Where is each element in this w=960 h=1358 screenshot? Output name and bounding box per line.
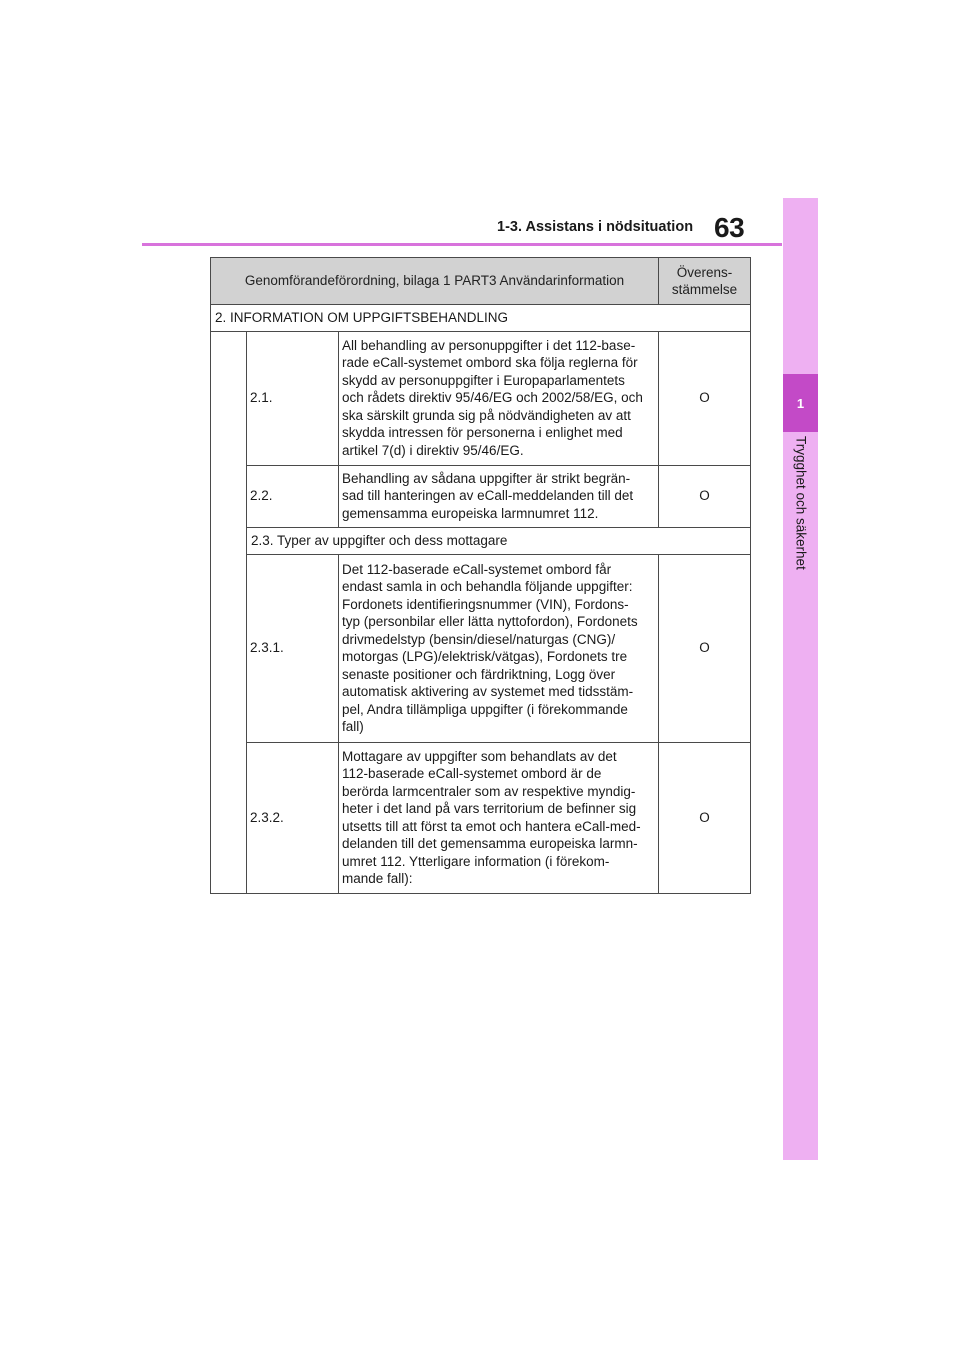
row-text: Det 112-baserade eCall-systemet ombord får endast samla in och behandla följande uppgifter: Fordonets identifieringsnummer (VIN), Fordons- typ (personbilar eller lätta nyttofordon), Fordonets drivmedelstyp (bensin/diesel/naturgas (CNG)/ motorgas (LPG)/elektrisk/vätgas), Fordonets tre senaste positioner och färdriktning, Logg över automatisk aktivering av systemet med tidsstäm- pel, Andra tillämpliga uppgifter (i förekommande fall) <box>339 554 659 742</box>
header-agreement: Överens- stämmelse <box>659 258 751 305</box>
header-regulation: Genomförandeförordning, bilaga 1 PART3 Användarinformation <box>211 258 659 305</box>
regulation-table <box>210 257 751 894</box>
section-header: 1-3. Assistans i nödsituation <box>497 219 694 235</box>
row-number: 2.2. <box>247 465 339 527</box>
section-title-row <box>211 305 751 332</box>
row-agreement: O <box>659 554 751 742</box>
row-number: 2.1. <box>247 331 339 465</box>
table-row <box>211 742 751 893</box>
section-title: 2.3. Typer av uppgifter och dess mottagare <box>247 527 751 554</box>
table-row <box>211 465 751 527</box>
page-number: 63 <box>714 212 745 243</box>
row-agreement: O <box>659 742 751 893</box>
row-number: 2.3.2. <box>247 742 339 893</box>
row-agreement: O <box>659 331 751 465</box>
section-title: 2. INFORMATION OM UPPGIFTSBEHANDLING <box>211 305 751 332</box>
chapter-title-vertical: Trygghet och säkerhet <box>793 436 809 570</box>
row-text: Behandling av sådana uppgifter är strikt begrän- sad till hanteringen av eCall-meddelanden till det gemensamma europeiska larmnumret 112. <box>339 465 659 527</box>
row-text: All behandling av personuppgifter i det 112-base- rade eCall-systemet ombord ska följa reglerna för skydd av personuppgifter i Europaparlamentets och rådets direktiv 95/46/EG och 2002/58/EG, och ska särskilt grunda sig på nödvändigheten av att skydda intressen för personerna i enlighet med artikel 7(d) i direktiv 95/46/EG. <box>339 331 659 465</box>
chapter-side-tab <box>783 198 818 1160</box>
header-rule <box>142 243 782 246</box>
indent-cell <box>211 331 247 893</box>
section-title-row <box>211 527 751 554</box>
row-agreement: O <box>659 465 751 527</box>
row-text: Mottagare av uppgifter som behandlats av det 112-baserade eCall-systemet ombord är de berörda larmcentraler som av respektive myndig- heter i det land på vars territorium de befinner sig utsetts till att först ta emot och hantera eCall-med- delanden till det gemensamma europeiska larmn- umret 112. Ytterligare information (i förekom- mande fall): <box>339 742 659 893</box>
chapter-number-tab: 1 <box>783 374 818 432</box>
table-row <box>211 554 751 742</box>
row-number: 2.3.1. <box>247 554 339 742</box>
table-row <box>211 331 751 465</box>
table-header-row <box>211 258 751 305</box>
